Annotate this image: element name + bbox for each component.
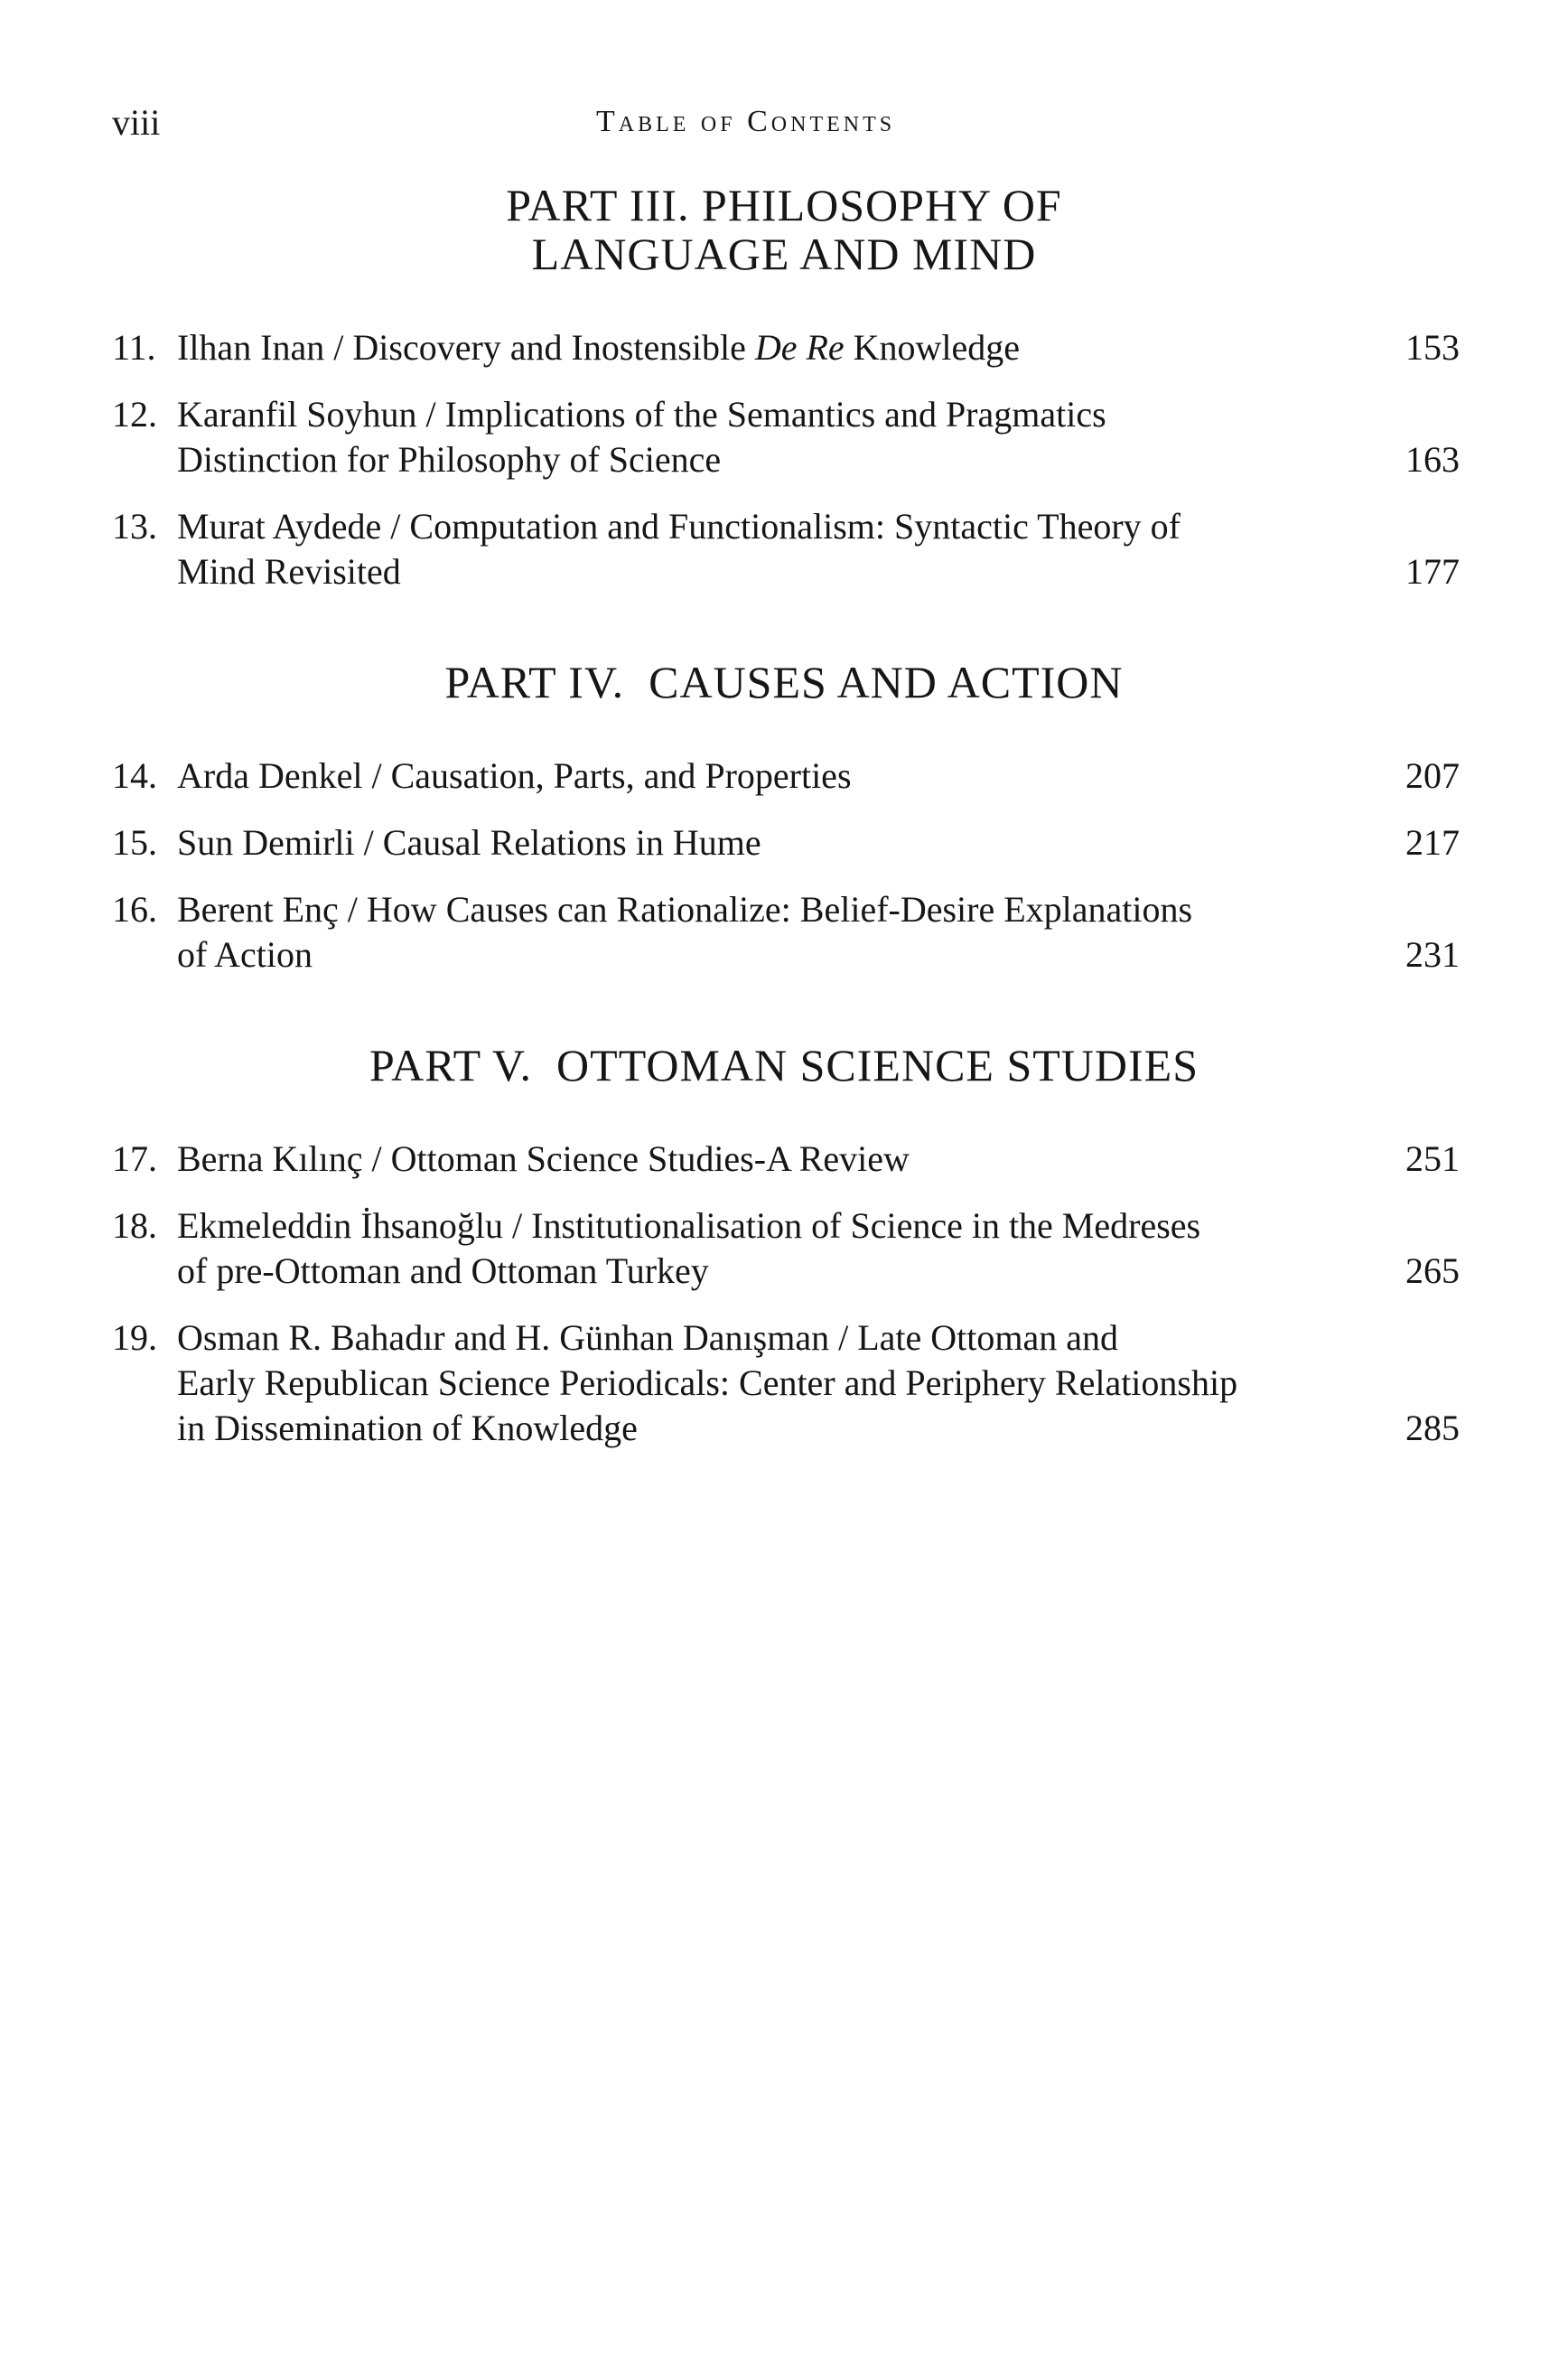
entry-title-line: in Dissemination of Knowledge (177, 1408, 638, 1448)
entry-title-line: Berna Kılınç / Ottoman Science Studies-A Review (177, 1138, 910, 1179)
entry-title-line: Distinction for Philosophy of Science (177, 439, 722, 480)
entry-number: 13. (112, 506, 157, 547)
part-iv-entries (112, 753, 1460, 999)
entry-number: 19. (112, 1317, 157, 1358)
part-title-line: PART V. OTTOMAN SCIENCE STUDIES (369, 1040, 1199, 1090)
entry-page-number: 153 (1405, 327, 1460, 368)
part-iii-entries (112, 325, 1460, 616)
toc-entry-14[interactable] (112, 753, 1460, 799)
entry-page-number: 251 (1405, 1138, 1460, 1179)
part-title-iv (0, 658, 1568, 706)
toc-entry-13[interactable] (112, 504, 1460, 594)
part-title-line: PART III. PHILOSOPHY OF (506, 180, 1062, 230)
toc-entry-12[interactable] (112, 392, 1460, 482)
entry-page-number: 177 (1405, 551, 1460, 592)
entry-page-number: 163 (1405, 439, 1460, 480)
entry-title-line: Ekmeleddin İhsanoğlu / Institutionalisation of Science in the Medreses (177, 1205, 1201, 1246)
entry-page-number: 207 (1405, 755, 1460, 796)
entry-title-line: Mind Revisited (177, 551, 401, 592)
running-title: Table of Contents (596, 105, 896, 138)
entry-title-line: of Action (177, 934, 313, 975)
entry-page-number: 265 (1405, 1250, 1460, 1291)
part-title-iii (0, 181, 1568, 278)
toc-entry-15[interactable] (112, 820, 1460, 866)
entry-page-number: 231 (1405, 934, 1460, 975)
entry-page-number: 285 (1405, 1408, 1460, 1448)
entry-title: Ilhan Inan / Discovery and Inostensible De Re Knowledge (177, 327, 1021, 368)
entry-number: 15. (112, 822, 157, 863)
page-number: viii (112, 102, 161, 143)
entry-number: 14. (112, 755, 157, 796)
entry-title-line: Berent Enç / How Causes can Rationalize: Belief-Desire Explanations (177, 889, 1193, 930)
entry-title-line: Arda Denkel / Causation, Parts, and Properties (177, 755, 852, 796)
toc-entry-19[interactable] (112, 1315, 1460, 1451)
entry-number: 11. (112, 327, 156, 368)
entry-title-line: of pre-Ottoman and Ottoman Turkey (177, 1250, 709, 1291)
toc-entry-16[interactable] (112, 887, 1460, 978)
part-title-v (0, 1041, 1568, 1090)
part-v-entries (112, 1137, 1460, 1473)
toc-entry-11[interactable] (112, 325, 1460, 370)
entry-title-line: Sun Demirli / Causal Relations in Hume (177, 822, 761, 863)
entry-number: 16. (112, 889, 157, 930)
toc-entry-17[interactable] (112, 1137, 1460, 1182)
toc-entry-18[interactable] (112, 1203, 1460, 1294)
running-head (112, 101, 1460, 148)
entry-title-line: Early Republican Science Periodicals: Center and Periphery Relationship (177, 1362, 1238, 1403)
entry-number: 17. (112, 1138, 157, 1179)
part-title-line: LANGUAGE AND MIND (531, 229, 1037, 279)
part-title-line: PART IV. CAUSES AND ACTION (444, 657, 1124, 707)
entry-title-line: Murat Aydede / Computation and Functionalism: Syntactic Theory of (177, 506, 1181, 547)
entry-title-line: Karanfil Soyhun / Implications of the Semantics and Pragmatics (177, 394, 1106, 435)
entry-page-number: 217 (1405, 822, 1460, 863)
entry-title-italic: De Re (754, 327, 845, 368)
entry-title-line: Osman R. Bahadır and H. Günhan Danışman / Late Ottoman and (177, 1317, 1118, 1358)
entry-number: 18. (112, 1205, 157, 1246)
entry-number: 12. (112, 394, 157, 435)
